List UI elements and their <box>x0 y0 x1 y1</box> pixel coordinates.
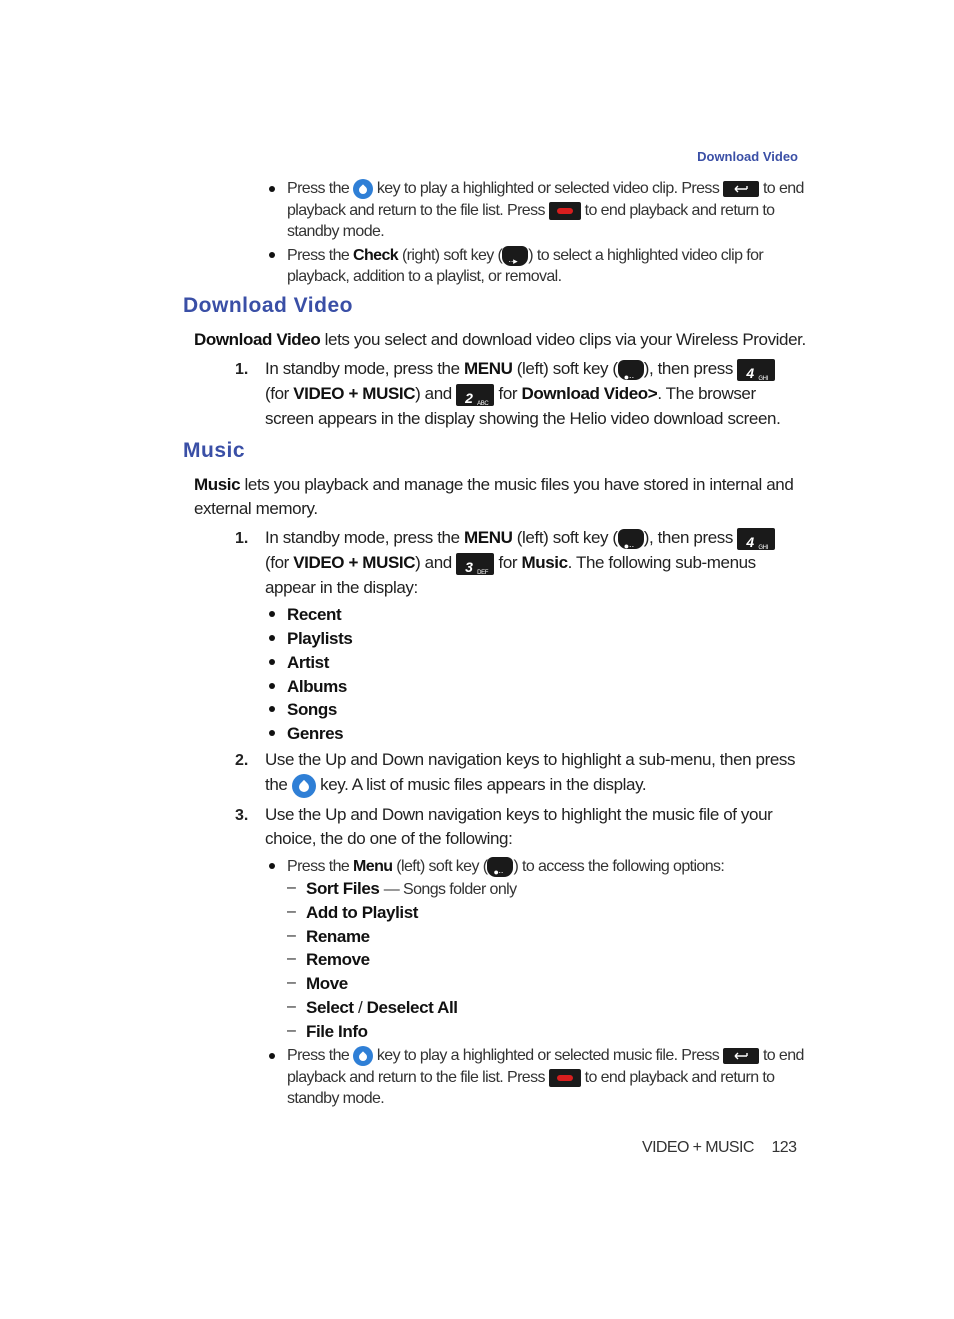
running-header: Download Video <box>697 149 798 164</box>
bullet-dot <box>269 659 275 665</box>
m-step2-line-1: Use the Up and Down navigation keys to highlight a sub-menu, then press <box>265 750 796 769</box>
m-step1-line-1: In standby mode, press the MENU (left) soft key ( ●·· ), then press 4 GHI <box>265 526 775 550</box>
key-3-icon: 3 DEF <box>456 553 494 575</box>
intro-bullet-1-line-2: playback and return to the file list. Press to end playback and return to <box>287 202 775 219</box>
dash: – <box>287 950 296 967</box>
end-key-icon <box>549 1069 581 1087</box>
m-step1-line-2: (for VIDEO + MUSIC) and 3 DEF for Music. The following sub-menus <box>265 553 756 576</box>
left-soft-key-icon: ●·· <box>487 857 513 877</box>
page-number: 123 <box>771 1139 797 1156</box>
back-key-icon <box>723 1048 759 1064</box>
key-4-icon: 4 GHI <box>737 528 775 550</box>
option-select-deselect-all: Select / Deselect All <box>306 998 458 1017</box>
option-file-info: File Info <box>306 1022 368 1041</box>
play-bullet-line-3: standby mode. <box>287 1090 385 1107</box>
dash: – <box>287 1022 296 1039</box>
bullet-dot <box>269 186 275 192</box>
music-paragraph-line-1: Music lets you playback and manage the music files you have stored in internal and <box>194 475 794 494</box>
play-bullet-line-1: Press the key to play a highlighted or selected music file. Press to end <box>287 1047 804 1064</box>
step-number: 1. <box>235 361 249 378</box>
intro-bullet-1-line-1: Press the key to play a highlighted or selected video clip. Press to end <box>287 180 804 197</box>
dash: – <box>287 998 296 1015</box>
dv-step1-line-2: (for VIDEO + MUSIC) and 2 ABC for Download Video>. The browser <box>265 384 756 407</box>
key-4-icon: 4 GHI <box>737 359 775 381</box>
bullet-dot <box>269 1053 275 1059</box>
section-heading-music: Music <box>183 439 246 462</box>
option-move: Move <box>306 974 348 993</box>
intro-bullet-1-line-3: standby mode. <box>287 223 385 240</box>
m-step3-line-2: choice, the do one of the following: <box>265 829 513 848</box>
m-step3-line-1: Use the Up and Down navigation keys to highlight the music file of your <box>265 805 773 824</box>
ok-key-icon <box>292 774 316 798</box>
intro-bullet-2-line-1: Press the Check (right) soft key ( ··▸ ) to select a highlighted video clip for <box>287 247 764 266</box>
option-remove: Remove <box>306 950 370 969</box>
submenu-item: Artist <box>287 653 329 672</box>
dash: – <box>287 879 296 896</box>
bullet-dot <box>269 683 275 689</box>
dv-step1-line-1: In standby mode, press the MENU (left) soft key ( ●·· ), then press 4 GHI <box>265 357 775 381</box>
download-video-paragraph: Download Video lets you select and download video clips via your Wireless Provider. <box>194 330 806 349</box>
submenu-item: Playlists <box>287 629 353 648</box>
ok-key-icon <box>353 179 373 199</box>
bullet-dot <box>269 252 275 258</box>
m-step2-line-2: the key. A list of music files appears in the display. <box>265 773 646 798</box>
step-number: 1. <box>235 530 249 547</box>
play-bullet-line-2: playback and return to the file list. Press to end playback and return to <box>287 1069 775 1086</box>
intro-bullet-2-line-2: playback, addition to a playlist, or removal. <box>287 268 562 285</box>
left-soft-key-icon: ●·· <box>618 529 644 549</box>
music-paragraph-line-2: external memory. <box>194 499 318 518</box>
dash: – <box>287 974 296 991</box>
m-step1-line-3: appear in the display: <box>265 578 418 597</box>
submenu-item: Recent <box>287 605 342 624</box>
footer <box>642 1137 796 1158</box>
step-number: 2. <box>235 752 249 769</box>
footer-section: VIDEO + MUSIC <box>642 1139 754 1156</box>
bullet-dot <box>269 635 275 641</box>
bullet-dot <box>269 730 275 736</box>
end-key-icon <box>549 202 581 220</box>
dash: – <box>287 927 296 944</box>
ok-key-icon <box>353 1046 373 1066</box>
bullet-dot <box>269 611 275 617</box>
section-heading-download-video: Download Video <box>183 294 353 317</box>
bullet-dot <box>269 706 275 712</box>
submenu-item: Genres <box>287 724 344 743</box>
dv-step1-line-3: screen appears in the display showing the Helio video download screen. <box>265 409 781 428</box>
submenu-item: Albums <box>287 677 347 696</box>
option-rename: Rename <box>306 927 370 946</box>
option-sort-files: Sort Files — Songs folder only <box>306 879 517 898</box>
submenu-item: Songs <box>287 700 337 719</box>
bullet-dot <box>269 863 275 869</box>
dash: – <box>287 903 296 920</box>
menu-options-bullet: Press the Menu (left) soft key ( ●·· ) to access the following options: <box>287 858 725 877</box>
key-2-icon: 2 ABC <box>456 384 494 406</box>
left-soft-key-icon: ●·· <box>618 360 644 380</box>
option-add-to-playlist: Add to Playlist <box>306 903 419 922</box>
right-soft-key-icon: ··▸ <box>502 246 528 266</box>
step-number: 3. <box>235 807 249 824</box>
back-key-icon <box>723 181 759 197</box>
